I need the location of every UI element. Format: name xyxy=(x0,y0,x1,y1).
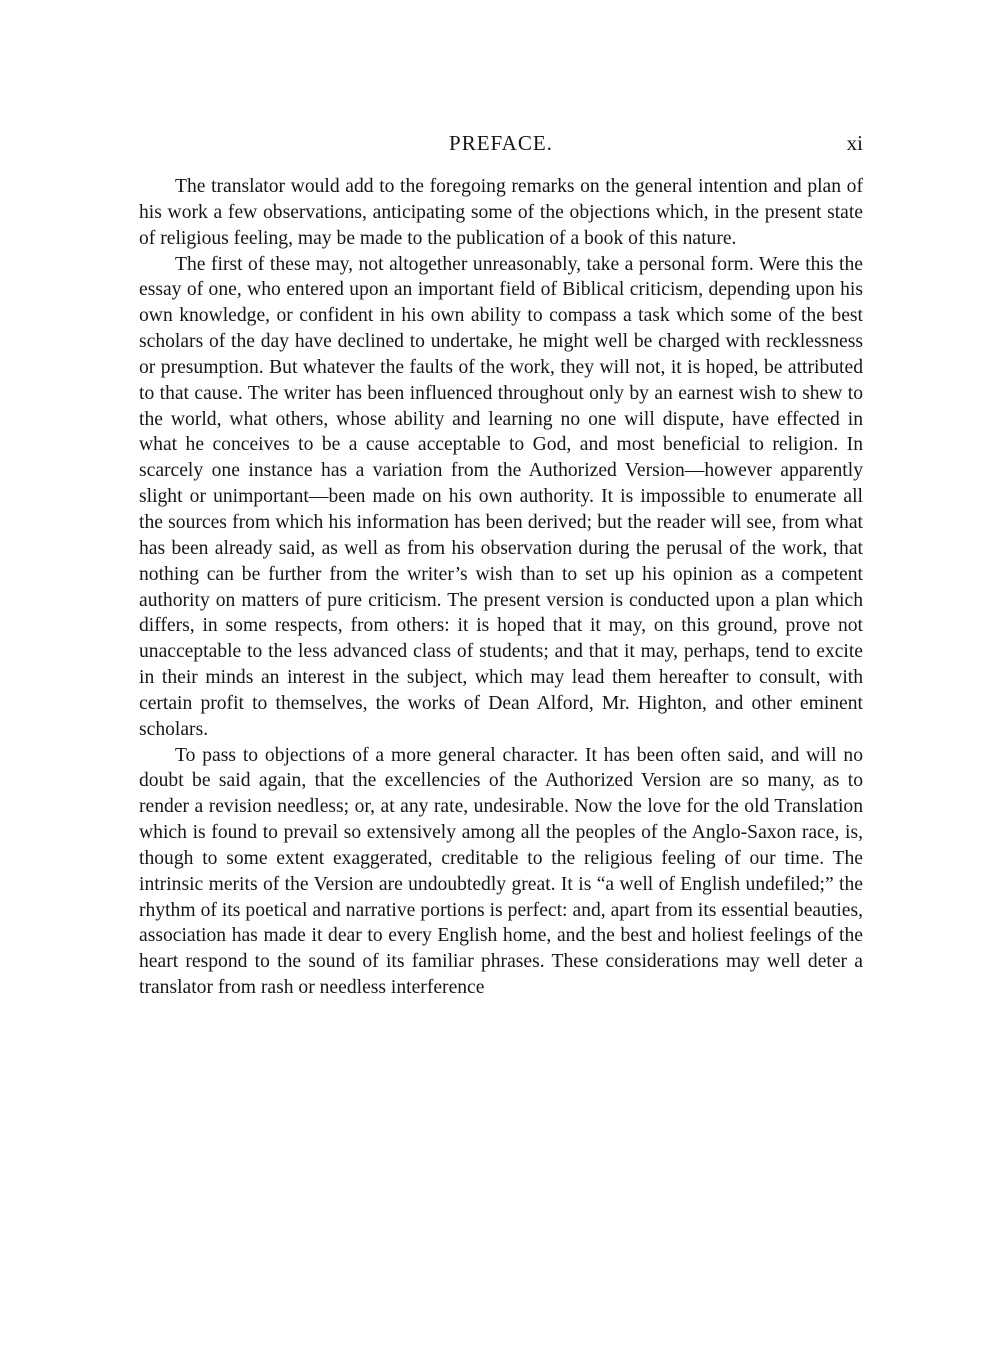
running-title: PREFACE. xyxy=(449,131,553,155)
paragraph-personal-objection: The first of these may, not altogether unreasonably, take a personal form. Were this the essay of one, who entered upon an important field of Biblical criticism, depending upon his own knowledge, or confident in his own ability to compass a task which some of the best scholars of the day have declined to undertake, he might well be charged with recklessness or presumption. But whatever the faults of the work, they will not, it is hoped, be attributed to that cause. The writer has been influenced throughout only by an earnest wish to shew to the world, what others, whose ability and learning no one will dispute, have effected in what he conceives to be a cause acceptable to God, and most beneficial to religion. In scarcely one instance has a variation from the Authorized Version—however apparently slight or unimportant—been made on his own authority. It is impossible to enumerate all the sources from which his information has been derived; but the reader will see, from what has been already said, as well as from his observation during the perusal of the work, that nothing can be further from the writer’s wish than to set up his opinion as a competent authority on matters of pure criticism. The present version is conducted upon a plan which differs, in some respects, from others: it is hoped that it may, on this ground, prove not unacceptable to the less advanced class of students; and that it may, perhaps, tend to excite in their minds an interest in the subject, which may lead them hereafter to consult, with certain profit to themselves, the works of Dean Alford, Mr. Highton, and other eminent scholars. xyxy=(139,253,863,740)
body-text xyxy=(139,174,863,1001)
running-head xyxy=(139,128,863,158)
page-number: xi xyxy=(846,131,863,155)
paragraph-objections-intro: The translator would add to the foregoing remarks on the general intention and plan of his work a few observations, anticipating some of the objections which, in the present state of religious feeling, may be made to the publication of a book of this nature. xyxy=(139,176,863,249)
paragraph-general-objections: To pass to objections of a more general character. It has been often said, and will no doubt be said again, that the excellencies of the Authorized Version are so many, as to render a revision needless; or, at any rate, undesirable. Now the love for the old Translation which is found to prevail so extensively among all the peoples of the Anglo-Saxon race, is, though to some extent exaggerated, creditable to the religious feeling of our time. The intrinsic merits of the Version are undoubtedly great. It is “a well of English undefiled;” the rhythm of its poetical and narrative portions is perfect: and, apart from its essential beauties, association has made it dear to every English home, and the best and holiest feelings of the heart respond to the sound of its familiar phrases. These considerations may well deter a translator from rash or needless interference xyxy=(139,744,863,999)
